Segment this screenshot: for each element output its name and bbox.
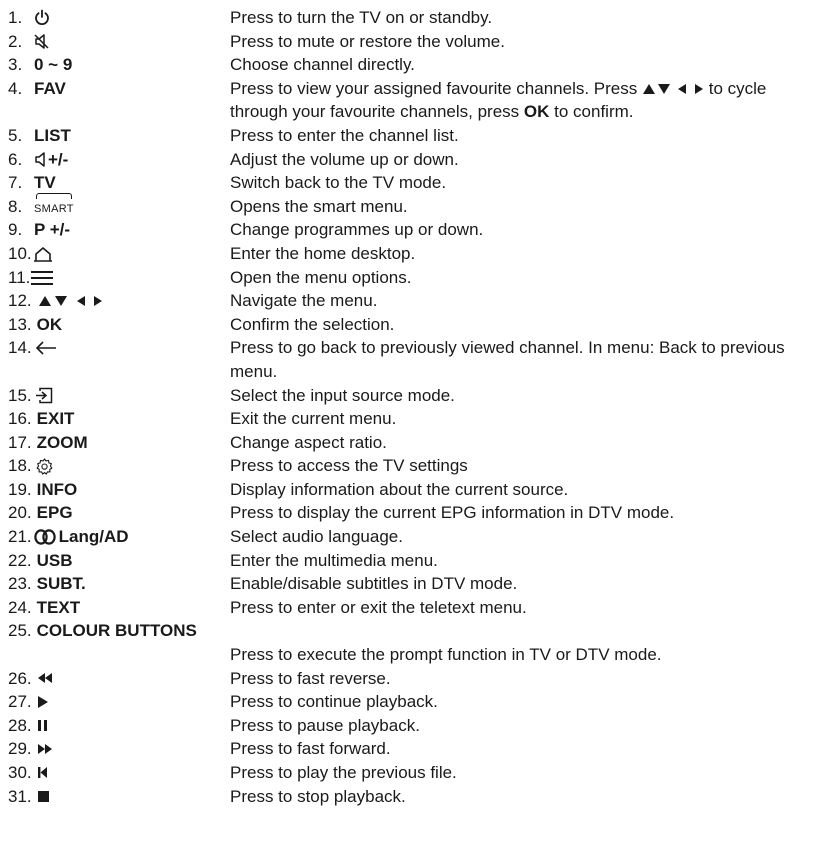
audio-language-icon <box>34 529 56 545</box>
item-number: 4. <box>8 78 23 98</box>
item-key-label: Lang/AD <box>58 527 129 547</box>
item-description: Confirm the selection. <box>230 314 395 334</box>
mute-icon <box>34 33 52 50</box>
item-description: Opens the smart menu. <box>230 196 408 216</box>
list-item <box>8 690 828 714</box>
item-key <box>8 218 230 242</box>
item-key <box>8 737 230 761</box>
list-item <box>8 148 828 172</box>
item-key <box>8 785 230 809</box>
item-number: 27. <box>8 692 32 712</box>
item-key <box>8 761 230 785</box>
item-number: 7. <box>8 173 23 193</box>
item-number: 14. <box>8 338 32 358</box>
list-item <box>8 30 828 54</box>
item-number: 20. <box>8 503 32 523</box>
item-key-label: FAV <box>34 78 66 98</box>
item-description: Navigate the menu. <box>230 291 378 311</box>
item-key <box>8 242 230 266</box>
home-icon <box>32 246 54 262</box>
item-number: 9. <box>8 220 23 240</box>
item-key-label: TV <box>34 173 56 193</box>
play-icon <box>37 695 49 709</box>
item-key <box>8 454 230 478</box>
item-description: Press to play the previous file. <box>230 763 457 782</box>
item-description: Change programmes up or down. <box>230 220 484 240</box>
input-source-icon <box>35 387 53 404</box>
item-description <box>230 77 828 124</box>
list-item <box>8 313 828 337</box>
list-item <box>8 431 828 455</box>
list-item <box>8 714 828 738</box>
item-key <box>8 313 230 337</box>
list-item <box>8 619 828 643</box>
item-number: 16. <box>8 409 32 429</box>
item-key <box>8 407 230 431</box>
list-item <box>8 289 828 313</box>
list-item <box>8 77 828 124</box>
volume-icon <box>34 151 48 168</box>
list-item <box>8 454 828 478</box>
item-key <box>8 195 230 219</box>
item-description: Press to fast forward. <box>230 739 391 759</box>
item-description: Press to display the current EPG information in DTV mode. <box>230 503 675 523</box>
back-arrow-icon <box>35 341 57 355</box>
settings-gear-icon <box>36 458 53 475</box>
item-description: Press to stop playback. <box>230 786 406 806</box>
item-key <box>8 148 230 172</box>
item-number: 21. <box>8 527 32 547</box>
item-key <box>8 714 230 738</box>
item-description: Select audio language. <box>230 527 403 547</box>
list-item <box>8 53 828 77</box>
item-description: Enter the home desktop. <box>230 243 416 263</box>
item-number: 10. <box>8 243 32 263</box>
item-number: 22. <box>8 550 32 570</box>
item-description: Press to go back to previously viewed channel. In menu: Back to previous menu. <box>230 338 785 381</box>
previous-file-icon <box>37 766 48 779</box>
navigation-arrows-icon <box>38 294 104 308</box>
item-key <box>8 124 230 148</box>
item-key <box>8 690 230 714</box>
item-number: 12. <box>8 291 32 311</box>
item-key <box>8 77 230 101</box>
list-item <box>8 667 828 691</box>
list-item <box>8 6 828 30</box>
item-number: 19. <box>8 479 32 499</box>
item-number: 30. <box>8 763 32 782</box>
pause-icon <box>37 719 48 732</box>
list-item <box>8 242 828 266</box>
item-number: 31. <box>8 786 32 806</box>
description-text: to cycle <box>708 78 767 98</box>
item-number: 25. <box>8 621 32 641</box>
item-key-label: EXIT <box>36 409 75 429</box>
item-number: 23. <box>8 574 32 594</box>
item-number: 17. <box>8 432 32 452</box>
item-description: Display information about the current source. <box>230 479 569 499</box>
list-item <box>8 171 828 195</box>
item-description: Enable/disable subtitles in DTV mode. <box>230 574 518 594</box>
item-description: Switch back to the TV mode. <box>230 173 447 193</box>
fast-forward-icon <box>37 743 53 755</box>
list-item <box>8 572 828 596</box>
item-key <box>8 596 230 620</box>
item-key-label: LIST <box>34 125 71 145</box>
item-key <box>8 171 230 195</box>
list-item <box>8 336 828 383</box>
item-key <box>8 549 230 573</box>
item-description: Press to fast reverse. <box>230 668 391 688</box>
item-key <box>8 478 230 502</box>
item-number: 29. <box>8 739 32 759</box>
item-key-label: COLOUR BUTTONS <box>36 621 197 641</box>
list-item <box>8 218 828 242</box>
description-text: through your favourite channels, press <box>230 102 520 122</box>
remote-control-button-list <box>8 6 828 808</box>
item-description: Press to mute or restore the volume. <box>230 31 505 51</box>
description-text: Press to view your assigned favourite channels. Press <box>230 78 638 98</box>
item-description: Press to continue playback. <box>230 692 438 712</box>
item-key <box>8 572 230 596</box>
item-number: 11. <box>8 267 31 287</box>
item-number: 15. <box>8 385 32 405</box>
smart-icon: SMART <box>34 198 74 222</box>
list-item <box>8 407 828 431</box>
item-description: Press to access the TV settings <box>230 456 468 476</box>
item-number: 8. <box>8 196 23 216</box>
stop-icon <box>37 790 50 803</box>
item-description: Press to pause playback. <box>230 715 420 735</box>
item-key <box>8 667 230 691</box>
item-number: 24. <box>8 597 32 617</box>
list-item <box>8 195 828 219</box>
item-number: 1. <box>8 8 23 27</box>
item-key-label: USB <box>36 550 73 570</box>
item-key <box>8 525 230 549</box>
item-description: Enter the multimedia menu. <box>230 550 438 570</box>
item-key <box>8 6 230 30</box>
item-description: Select the input source mode. <box>230 385 455 405</box>
list-item <box>8 737 828 761</box>
item-key-label: INFO <box>36 479 78 499</box>
item-key-label: ZOOM <box>36 432 88 452</box>
navigation-arrows-icon <box>642 82 704 96</box>
description-text: to confirm. <box>554 102 634 122</box>
list-item <box>8 549 828 573</box>
item-key <box>8 30 230 54</box>
power-icon <box>34 9 50 26</box>
list-item <box>8 525 828 549</box>
item-key <box>8 384 230 408</box>
item-description: Press to turn the TV on or standby. <box>230 8 493 27</box>
item-description: Press to enter the channel list. <box>230 125 459 145</box>
list-item <box>8 785 828 809</box>
list-item <box>8 384 828 408</box>
ok-label: OK <box>523 102 550 122</box>
item-key <box>8 336 230 360</box>
item-number: 28. <box>8 715 32 735</box>
item-description: Press to enter or exit the teletext menu. <box>230 597 527 617</box>
item-key <box>8 431 230 455</box>
item-number: 13. <box>8 314 32 334</box>
menu-icon <box>30 269 54 286</box>
item-key-label: 0 ~ 9 <box>34 55 73 75</box>
item-description: Press to execute the prompt function in TV or DTV mode. <box>230 645 662 665</box>
item-number: 3. <box>8 55 23 75</box>
list-item <box>8 501 828 525</box>
list-item <box>8 478 828 502</box>
item-description: Change aspect ratio. <box>230 432 387 452</box>
item-key-label: P +/- <box>34 220 71 240</box>
item-key <box>8 289 230 313</box>
item-description: Adjust the volume up or down. <box>230 149 459 169</box>
list-item <box>8 266 828 290</box>
item-number: 6. <box>8 149 23 169</box>
item-key-label: EPG <box>36 503 73 523</box>
item-number: 2. <box>8 31 23 51</box>
item-number: 26. <box>8 668 32 688</box>
list-item-continuation <box>8 643 828 667</box>
item-number: 5. <box>8 125 23 145</box>
item-key <box>8 266 230 290</box>
item-description: Choose channel directly. <box>230 55 415 75</box>
item-key <box>8 619 197 643</box>
item-key-label: TEXT <box>36 597 81 617</box>
item-description: Exit the current menu. <box>230 409 397 429</box>
item-key <box>8 53 230 77</box>
item-key-label: OK <box>36 314 63 334</box>
item-number: 18. <box>8 456 32 476</box>
item-key-label: SUBT. <box>36 574 86 594</box>
list-item <box>8 761 828 785</box>
item-key-label: +/- <box>48 149 69 169</box>
item-description: Open the menu options. <box>230 267 412 287</box>
list-item <box>8 596 828 620</box>
list-item <box>8 124 828 148</box>
fast-reverse-icon <box>37 672 53 684</box>
item-key <box>8 501 230 525</box>
